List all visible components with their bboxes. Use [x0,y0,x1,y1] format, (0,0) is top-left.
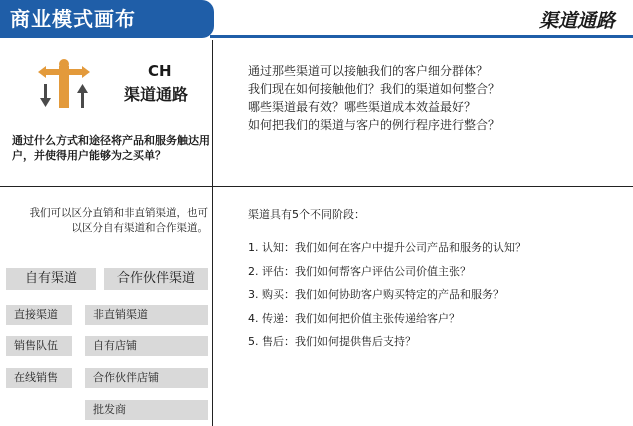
block-name: 渠道通路 [124,85,189,104]
title-underline [210,35,633,38]
sales-force-item: 销售队伍 [6,336,72,356]
phases-intro: 渠道具有5个不同阶段： [248,208,365,221]
wholesaler-item: 批发商 [85,400,208,420]
own-stores-item: 自有店铺 [85,336,208,356]
phase-item: 5. 售后：我们如何提供售后支持？ [248,335,416,348]
phase-item: 1. 认知：我们如何在客户中提升公司产品和服务的认知？ [248,241,526,254]
question-item: 如何把我们的渠道与客户的例行程序进行整合？ [248,118,501,132]
phase-item: 4. 传递：我们如何把价值主张传递给客户？ [248,311,460,325]
phase-item: 2. 评估：我们如何帮客户评估公司价值主张？ [248,264,471,278]
question-item: 我们现在如何接触他们？我们的渠道如何整合？ [248,82,501,96]
question-item: 通过那些渠道可以接触我们的客户细分群体？ [248,64,489,78]
section-title: 渠道通路 [538,10,615,32]
ch-channel-logo-icon [38,58,90,108]
vertical-divider [212,40,213,426]
own-channel-label: 自有渠道 [6,268,96,290]
web-sales-item: 在线销售 [6,368,72,388]
question-item: 哪些渠道最有效？哪些渠道成本效益最好？ [248,100,477,114]
channel-types-description: 我们可以区分直销和非直销渠道，也可以区分自有渠道和合作渠道。 [29,207,208,234]
indirect-channel-item: 非直销渠道 [85,305,208,325]
partner-channel-label: 合作伙伴渠道 [104,268,208,290]
key-question: 通过什么方式和途径将产品和服务触达用户，并使得用户能够为之买单？ [12,134,210,162]
phase-item: 3. 购买：我们如何协助客户购买特定的产品和服务？ [248,288,504,301]
direct-channel-item: 直接渠道 [6,305,72,325]
canvas-title: 商业模式画布 [0,0,214,38]
block-code: CH [148,62,172,80]
guiding-questions [248,62,500,134]
horizontal-divider [0,186,633,187]
partner-stores-item: 合作伙伴店铺 [85,368,208,388]
channel-phases-list [248,236,526,354]
top-bar [0,0,633,40]
